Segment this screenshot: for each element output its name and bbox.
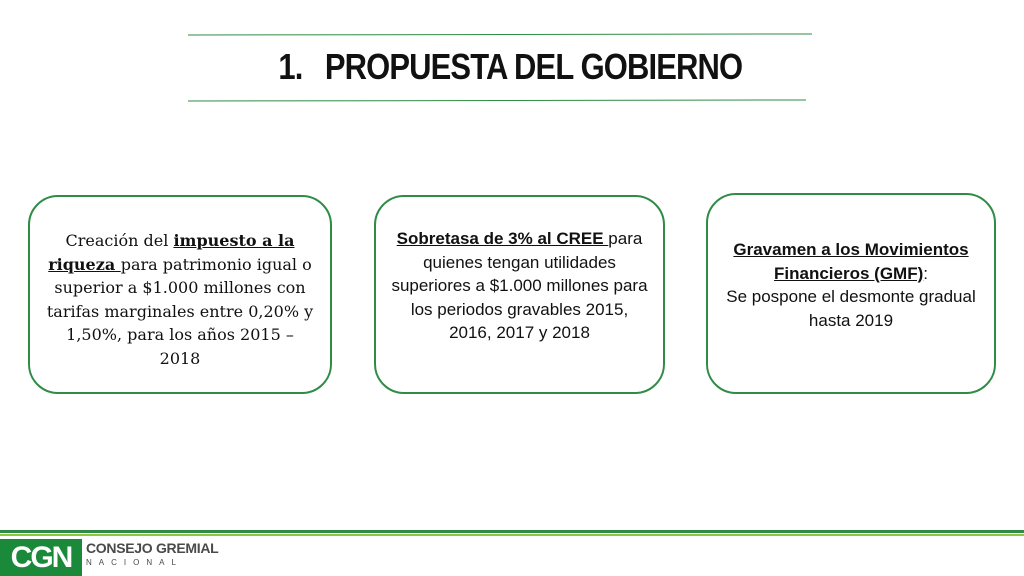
- title-text: PROPUESTA DEL GOBIERNO: [324, 46, 743, 87]
- card-text-post: :: [923, 263, 928, 283]
- card-text-post: para patrimonio igual o superior a $1.000 millones con tarifas marginales entre 0,20% y 1,50%, para los años 2015 – 2018: [46, 254, 314, 368]
- card-text-pre: Creación del: [65, 231, 174, 250]
- card-sobretasa-cree: [374, 195, 665, 394]
- title-bottom-rule: [188, 99, 806, 101]
- card-text-post: para quienes tengan utilidades superiores a $1.000 millones para los periodos gravables 2015, 2016, 2017 y 2018: [391, 229, 648, 342]
- title-number: 1.: [278, 46, 303, 87]
- cgn-logo: CGN: [0, 539, 82, 576]
- brand-line2: NACIONAL: [86, 558, 183, 567]
- card-text: [46, 229, 314, 370]
- title-top-rule: [188, 33, 812, 35]
- card-text: [720, 238, 982, 332]
- page-title: [70, 46, 951, 88]
- card-text: [388, 227, 651, 345]
- brand-line1: CONSEJO GREMIAL: [86, 540, 219, 556]
- card-gmf: [706, 193, 996, 394]
- brand-name: [86, 540, 218, 570]
- card-text-emphasis: Gravamen a los Movimientos Financieros (GMF): [733, 240, 969, 283]
- card-text-line2: Se pospone el desmonte gradual hasta 2019: [726, 287, 976, 330]
- card-text-emphasis: impuesto a la riqueza: [48, 231, 295, 274]
- card-impuesto-riqueza: [28, 195, 332, 394]
- footer-band: [0, 530, 1024, 536]
- card-text-emphasis: Sobretasa de 3% al CREE: [396, 229, 609, 248]
